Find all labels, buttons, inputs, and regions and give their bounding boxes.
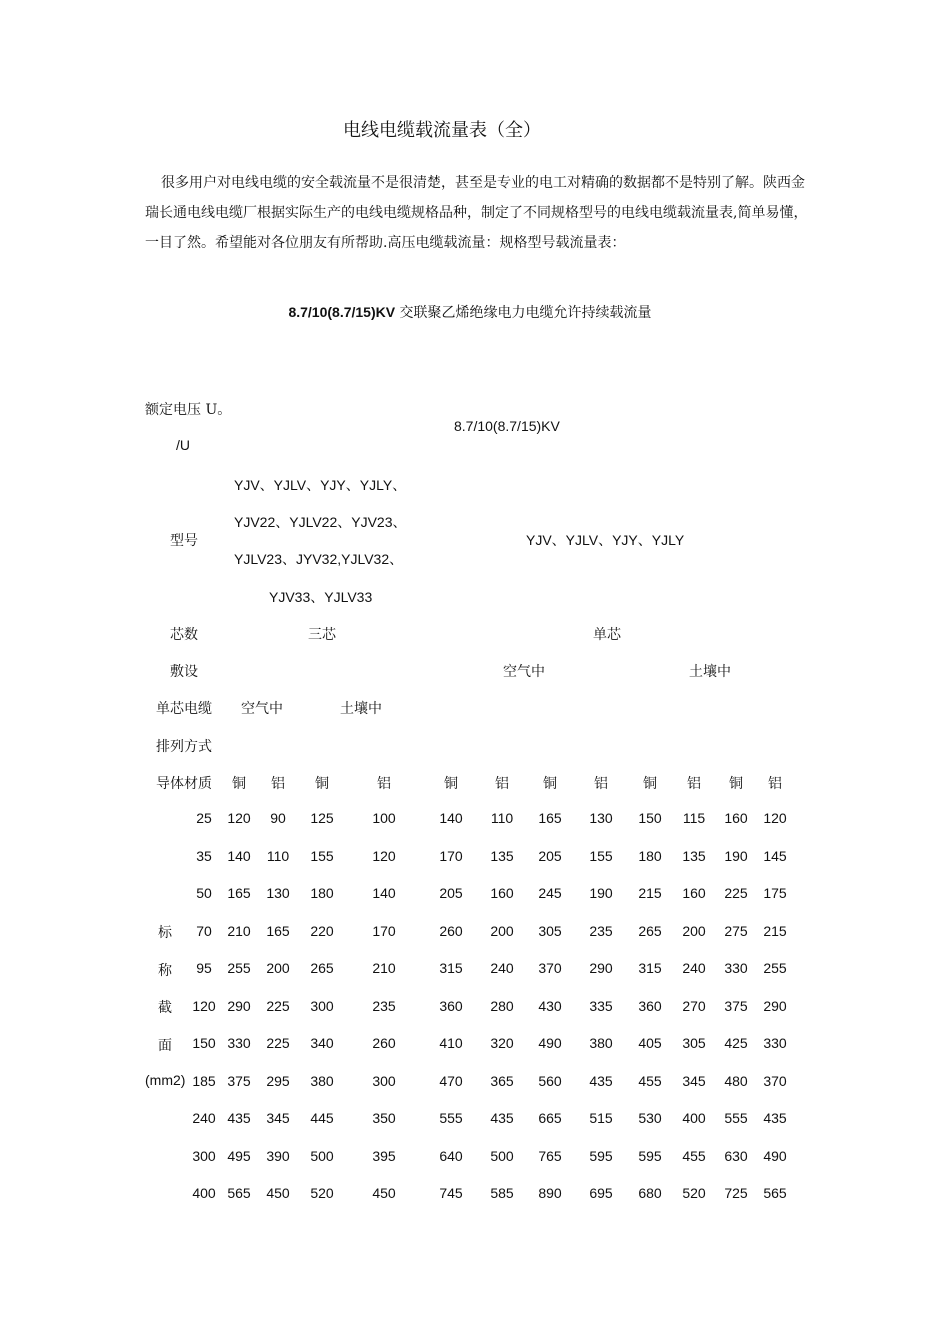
ampacity-cell: 215: [638, 885, 662, 901]
section-size-cell: 95: [196, 960, 212, 976]
ampacity-cell: 665: [538, 1110, 562, 1126]
ampacity-cell: 455: [682, 1147, 706, 1164]
caption-text: 交联聚乙烯绝缘电力电缆允许持续载流量: [395, 305, 652, 321]
laying-label: 敷设: [170, 664, 198, 680]
ampacity-cell: 365: [490, 1072, 514, 1089]
ampacity-cell: 345: [682, 1072, 706, 1089]
ampacity-cell: 495: [227, 1147, 251, 1164]
model-label: 型号: [170, 533, 198, 549]
ampacity-cell: 410: [439, 1035, 463, 1051]
ampacity-cell: 335: [589, 997, 613, 1014]
ampacity-cell: 305: [682, 1035, 706, 1051]
cores-label: 芯数: [170, 627, 198, 643]
ampacity-cell: 260: [439, 922, 463, 939]
ampacity-cell: 240: [490, 960, 514, 976]
ampacity-cell: 180: [310, 885, 334, 901]
ampacity-cell: 205: [439, 885, 463, 901]
section-label: 面: [158, 1038, 172, 1054]
ampacity-cell: 350: [372, 1110, 396, 1126]
section-label: 称: [158, 963, 172, 979]
section-size-cell: 35: [196, 847, 212, 864]
arrangement-label-2: 排列方式: [156, 739, 212, 755]
conductor-label: 导体材质: [156, 776, 212, 792]
model-single-core: YJV、YJLV、YJY、YJLY: [526, 532, 685, 548]
caption-voltage: 8.7/10(8.7/15)KV: [288, 304, 396, 320]
section-label: 截: [158, 1000, 172, 1016]
ampacity-cell: 380: [589, 1035, 613, 1051]
three-core-header: 三芯: [308, 627, 336, 643]
ampacity-cell: 120: [227, 810, 251, 826]
ampacity-cell: 225: [266, 997, 290, 1014]
ampacity-cell: 180: [638, 847, 662, 864]
ampacity-cell: 330: [227, 1035, 251, 1051]
model-three-core-line: YJLV23、JYV32,YJLV32、: [234, 551, 404, 567]
ampacity-cell: 155: [310, 847, 334, 864]
ampacity-cell: 245: [538, 885, 562, 901]
ampacity-cell: 585: [490, 1185, 514, 1201]
section-size-cell: 300: [192, 1147, 216, 1164]
ampacity-cell: 435: [227, 1110, 251, 1126]
ampacity-cell: 745: [439, 1185, 463, 1201]
ampacity-cell: 320: [490, 1035, 514, 1051]
intro-paragraph: 很多用户对电线电缆的安全载流量不是很清楚，甚至是专业的电工对精确的数据都不是特别了解。陕西金瑞长通电线电缆厂根据实际生产的电线电缆规格品种，制定了不同规格型号的电线电缆载流量表,简单易懂，一目了然。希望能对各位朋友有所帮助.高压电缆载流量：规格型号载流量表：: [145, 175, 808, 251]
ampacity-cell: 300: [372, 1072, 396, 1089]
ampacity-cell: 340: [310, 1035, 334, 1051]
section-size-cell: 70: [196, 922, 212, 939]
material-header: 铜: [444, 776, 458, 792]
ampacity-cell: 165: [227, 885, 251, 901]
ampacity-cell: 110: [266, 847, 290, 864]
ampacity-cell: 165: [266, 922, 290, 939]
ampacity-cell: 450: [372, 1185, 396, 1201]
section-size-cell: 50: [196, 885, 212, 901]
ampacity-cell: 130: [589, 810, 613, 826]
ampacity-cell: 290: [227, 997, 251, 1014]
ampacity-cell: 300: [310, 997, 334, 1014]
ampacity-cell: 145: [763, 847, 787, 864]
ampacity-cell: 200: [682, 922, 706, 939]
ampacity-cell: 480: [724, 1072, 748, 1089]
ampacity-cell: 360: [439, 997, 463, 1014]
ampacity-cell: 515: [589, 1110, 613, 1126]
three-soil-header: 土壤中: [340, 701, 382, 717]
section-size-cell: 400: [192, 1185, 216, 1201]
ampacity-cell: 520: [682, 1185, 706, 1201]
ampacity-cell: 430: [538, 997, 562, 1014]
ampacity-cell: 160: [682, 885, 706, 901]
ampacity-cell: 765: [538, 1147, 562, 1164]
material-header: 铝: [271, 776, 285, 792]
ampacity-cell: 160: [490, 885, 514, 901]
ampacity-cell: 435: [589, 1072, 613, 1089]
rated-voltage-label: 额定电压 U。: [145, 402, 232, 418]
section-size-cell: 185: [192, 1072, 216, 1089]
ampacity-cell: 490: [763, 1147, 787, 1164]
material-header: 铜: [543, 776, 557, 792]
ampacity-cell: 405: [638, 1035, 662, 1051]
ampacity-cell: 120: [763, 810, 787, 826]
ampacity-cell: 290: [589, 960, 613, 976]
ampacity-cell: 565: [763, 1185, 787, 1201]
ampacity-cell: 225: [266, 1035, 290, 1051]
ampacity-cell: 255: [227, 960, 251, 976]
single-core-header: 单芯: [593, 627, 621, 643]
ampacity-cell: 455: [638, 1072, 662, 1089]
ampacity-cell: 275: [724, 922, 748, 939]
ampacity-cell: 445: [310, 1110, 334, 1126]
ampacity-cell: 140: [439, 810, 463, 826]
ampacity-cell: 100: [372, 810, 396, 826]
ampacity-cell: 435: [763, 1110, 787, 1126]
ampacity-cell: 360: [638, 997, 662, 1014]
section-label: 标: [158, 925, 172, 941]
ampacity-cell: 255: [763, 960, 787, 976]
ampacity-cell: 200: [266, 960, 290, 976]
ampacity-cell: 595: [638, 1147, 662, 1164]
ampacity-cell: 680: [638, 1185, 662, 1201]
rated-voltage-value: 8.7/10(8.7/15)KV: [454, 418, 560, 434]
ampacity-cell: 210: [227, 922, 251, 939]
ampacity-cell: 220: [310, 922, 334, 939]
ampacity-cell: 315: [638, 960, 662, 976]
ampacity-cell: 160: [724, 810, 748, 826]
ampacity-cell: 125: [310, 810, 334, 826]
ampacity-cell: 390: [266, 1147, 290, 1164]
section-size-cell: 120: [192, 997, 216, 1014]
model-three-core-line: YJV、YJLV、YJY、YJLY、: [234, 477, 407, 493]
material-header: 铝: [377, 776, 391, 792]
ampacity-cell: 265: [310, 960, 334, 976]
table-caption: [0, 302, 940, 322]
ampacity-cell: 260: [372, 1035, 396, 1051]
ampacity-cell: 490: [538, 1035, 562, 1051]
ampacity-cell: 470: [439, 1072, 463, 1089]
ampacity-cell: 500: [490, 1147, 514, 1164]
ampacity-cell: 555: [724, 1110, 748, 1126]
ampacity-cell: 140: [227, 847, 251, 864]
model-three-core-line: YJV33、YJLV33: [269, 589, 373, 605]
ampacity-cell: 435: [490, 1110, 514, 1126]
arrangement-label: 单芯电缆: [156, 701, 212, 717]
material-header: 铝: [594, 776, 608, 792]
ampacity-cell: 165: [538, 810, 562, 826]
ampacity-cell: 295: [266, 1072, 290, 1089]
single-air-header: 空气中: [503, 664, 545, 680]
section-size-cell: 150: [192, 1035, 216, 1051]
ampacity-cell: 120: [372, 847, 396, 864]
section-size-cell: 25: [196, 810, 212, 826]
ampacity-cell: 170: [372, 922, 396, 939]
ampacity-cell: 90: [270, 810, 286, 826]
ampacity-cell: 240: [682, 960, 706, 976]
three-air-header: 空气中: [241, 701, 283, 717]
ampacity-cell: 290: [763, 997, 787, 1014]
section-label: (mm2): [145, 1072, 186, 1088]
material-header: 铝: [768, 776, 782, 792]
ampacity-cell: 200: [490, 922, 514, 939]
ampacity-cell: 370: [763, 1072, 787, 1089]
ampacity-cell: 560: [538, 1072, 562, 1089]
ampacity-cell: 425: [724, 1035, 748, 1051]
ampacity-cell: 205: [538, 847, 562, 864]
ampacity-cell: 520: [310, 1185, 334, 1201]
ampacity-cell: 330: [724, 960, 748, 976]
ampacity-cell: 270: [682, 997, 706, 1014]
model-three-core-line: YJV22、YJLV22、YJV23、: [234, 514, 407, 530]
ampacity-cell: 375: [724, 997, 748, 1014]
ampacity-cell: 395: [372, 1147, 396, 1164]
ampacity-cell: 170: [439, 847, 463, 864]
ampacity-cell: 450: [266, 1185, 290, 1201]
ampacity-cell: 695: [589, 1185, 613, 1201]
material-header: 铜: [315, 776, 329, 792]
section-size-cell: 240: [192, 1110, 216, 1126]
ampacity-cell: 315: [439, 960, 463, 976]
ampacity-cell: 215: [763, 922, 787, 939]
ampacity-cell: 345: [266, 1110, 290, 1126]
ampacity-cell: 280: [490, 997, 514, 1014]
ampacity-cell: 530: [638, 1110, 662, 1126]
ampacity-cell: 135: [682, 847, 706, 864]
ampacity-cell: 640: [439, 1147, 463, 1164]
page-title: 电线电缆载流量表（全）: [343, 120, 541, 141]
ampacity-cell: 375: [227, 1072, 251, 1089]
ampacity-cell: 155: [589, 847, 613, 864]
ampacity-cell: 210: [372, 960, 396, 976]
ampacity-cell: 400: [682, 1110, 706, 1126]
ampacity-cell: 140: [372, 885, 396, 901]
single-soil-header: 土壤中: [689, 664, 731, 680]
ampacity-cell: 595: [589, 1147, 613, 1164]
material-header: 铜: [729, 776, 743, 792]
material-header: 铝: [495, 776, 509, 792]
ampacity-cell: 265: [638, 922, 662, 939]
ampacity-cell: 500: [310, 1147, 334, 1164]
material-header: 铝: [687, 776, 701, 792]
ampacity-cell: 370: [538, 960, 562, 976]
ampacity-cell: 110: [490, 810, 514, 826]
ampacity-cell: 380: [310, 1072, 334, 1089]
ampacity-cell: 190: [724, 847, 748, 864]
ampacity-cell: 225: [724, 885, 748, 901]
rated-voltage-label-2: /U: [176, 437, 190, 453]
ampacity-cell: 175: [763, 885, 787, 901]
ampacity-cell: 565: [227, 1185, 251, 1201]
ampacity-cell: 235: [589, 922, 613, 939]
ampacity-cell: 555: [439, 1110, 463, 1126]
ampacity-cell: 130: [266, 885, 290, 901]
ampacity-cell: 890: [538, 1185, 562, 1201]
ampacity-cell: 305: [538, 922, 562, 939]
material-header: 铜: [232, 776, 246, 792]
ampacity-cell: 135: [490, 847, 514, 864]
ampacity-cell: 235: [372, 997, 396, 1014]
ampacity-cell: 150: [638, 810, 662, 826]
ampacity-cell: 115: [682, 810, 706, 826]
ampacity-cell: 630: [724, 1147, 748, 1164]
ampacity-cell: 190: [589, 885, 613, 901]
material-header: 铜: [643, 776, 657, 792]
ampacity-cell: 725: [724, 1185, 748, 1201]
ampacity-cell: 330: [763, 1035, 787, 1051]
